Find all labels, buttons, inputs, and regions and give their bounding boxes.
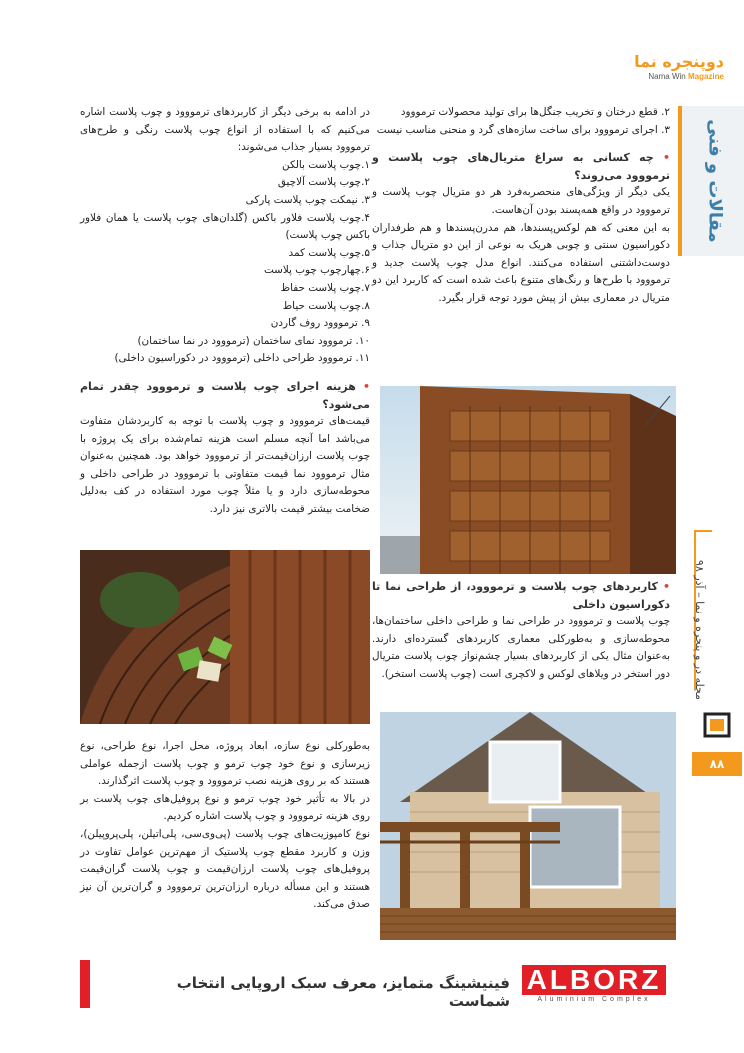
magazine-issue-line: مجله در و پنجره و نما – آذر ۹۸ [693, 560, 706, 701]
paragraph: در ادامه به برخی دیگر از کاربردهای ترمووود و چوب پلاست اشاره می‌کنیم که با استفاده از انواع چوب پلاست رنگی و طرح‌های ترمووود بسیار جذاب می‌شوند: [80, 106, 370, 154]
paragraph: چوب پلاست و ترمووود در طراحی نما و طراحی داخلی ساختمان‌ها، محوطه‌سازی و به‌طورکلی معماری کاربردهای گسترده‌ای دارند. به‌عنوان مثال یکی از کاربردهای بسیار چشم‌نواز چوب پلاست متریال دور استخر در ویلاهای لوکس و لاکچری است (چوب پلاست استخر). [372, 615, 670, 680]
ad-tagline: فینیشینگ متمایز، معرف سبک اروپایی انتخاب شماست [176, 974, 510, 1010]
subtitle-suffix: Magazine [687, 72, 724, 81]
section-heading [372, 149, 670, 184]
list-item: ۸.چوب پلاست حیاط [282, 299, 370, 312]
window-icon [702, 712, 732, 738]
section-title: مقالات و فنی [704, 119, 726, 243]
facade-photo [380, 386, 676, 574]
paragraph: نوع کامپوزیت‌های چوب پلاست (پی‌وی‌سی، پلی‌اتیلن، پلی‌پروپیلن)، وزن و کاربرد مقطع چوب پلاستیک از مهم‌ترین عوامل تفاوت در پروفیل‌های چوب پلاست ارزان‌قیمت و چوب پلاست گران‌قیمت هستند و این مسأله درباره ارزان‌ترین ترمووود و گران‌ترین آن نیز صدق می‌کند. [80, 827, 370, 911]
list-item: ۱۰. ترمووود نمای ساختمان (ترمووود در نما ساختمان) [137, 334, 370, 347]
list-item: ۹. ترمووود روف گاردن [270, 317, 370, 330]
left-column-top [80, 104, 370, 519]
list-item: ۱.چوب پلاست بالکن [282, 158, 370, 171]
right-column-middle [372, 578, 670, 684]
subtitle-prefix: Nama Win [648, 72, 686, 81]
application-list [80, 157, 370, 368]
magazine-subtitle [648, 72, 724, 81]
bullet-dot: • [355, 379, 370, 393]
list-item: ۵.چوب پلاست کمد [288, 246, 370, 259]
list-item: ۲.چوب پلاست آلاچیق [277, 176, 370, 189]
list-item: ۶.چهارچوب چوب پلاست [263, 264, 370, 277]
text-line: ۳. اجرای ترمووود برای ساخت سازه‌های گرد و منحنی مناسب نیست [376, 123, 670, 136]
bullet-dot: • [657, 580, 670, 593]
bullet-dot: • [653, 151, 670, 165]
alborz-logo-word: ALBORZ [522, 965, 666, 995]
paragraph: یکی دیگر از ویژگی‌های منحصربه‌فرد هر دو متریال چوب پلاست و ترمووود در واقع همه‌پسند بودن آن‌هاست. [372, 186, 670, 216]
side-brand-strip [80, 960, 90, 1008]
magazine-brand: دوپنجره نما [634, 52, 724, 71]
section-tab [678, 106, 744, 256]
paragraph: در بالا به تأثیر خود چوب ترمو و نوع پروفیل‌های چوب پلاست بر روی هزینه ترمووود و چوب پلاست اشاره کردیم. [80, 792, 370, 823]
pergola-house-photo [380, 712, 676, 940]
left-column-bottom [80, 738, 370, 914]
sidebar-accent-top [694, 530, 712, 532]
heading-text: چه کسانی به سراغ متریال‌های چوب پلاست و ترمووود می‌روند؟ [372, 151, 670, 182]
section-heading [372, 578, 670, 613]
right-column-top [372, 104, 670, 308]
alborz-logo-subtitle: Aluminium Complex [537, 996, 651, 1003]
paragraph: به این معنی که هم لوکس‌پسندها، هم مدرن‌پسندها و هم طرفداران دکوراسیون سنتی و چوبی هریک به نوعی از این دو متریال جذاب و دوست‌داشتنی استفاده می‌کنند. انواع مدل چوب پلاست جدید و ترمووود با طرح‌ها و رنگ‌های متنوع باعث شده است که کاربرد این دو متریال در معماری بیش از پیش مورد توجه قرار بگیرد. [372, 221, 670, 304]
text-line: ۲. قطع درختان و تخریب جنگل‌ها برای تولید محصولات ترمووود [400, 106, 670, 118]
curved-deck-photo [80, 550, 370, 724]
magazine-logo [572, 52, 724, 86]
paragraph: به‌طورکلی نوع سازه، ابعاد پروژه، محل اجرا، نوع طراحی، نوع زیرسازی و نوع خود چوب ترمو و چوب پلاست ازجمله عواملی هستند که بر روی هزینه نصب ترمووود و چوب پلاست اثرگذارند. [80, 740, 370, 788]
paragraph: قیمت‌های ترمووود و چوب پلاست با توجه به کاربردشان متفاوت می‌باشد اما آنچه مسلم است هزینه تمام‌شده برای یک پروژه با چوب پلاست ارزان‌قیمت‌تر از ترمووود خواهد بود. همچنین به‌عنوان مثال ترمووود نما قیمت متفاوتی با ترمووود در طراحی داخلی و محوطه‌سازی دارد و یا مثلاً چوب مورد استفاده در کف به‌دلیل ضخامت بیشتر قیمت بالاتری نیز دارد. [80, 415, 370, 516]
list-item: ۳. نیمکت چوب پلاست پارکی [245, 193, 370, 206]
list-item: ۷.چوب پلاست حفاظ [280, 281, 370, 294]
page-number: ۸۸ [692, 752, 742, 776]
list-item: ۴.چوب پلاست فلاور باکس (گلدان‌های چوب پلاست یا همان فلاور باکس چوب پلاست) [80, 211, 370, 242]
list-item: ۱۱. ترمووود طراحی داخلی (ترمووود در دکوراسیون داخلی) [114, 352, 370, 365]
alborz-logo [522, 965, 666, 1007]
heading-text: کاربردهای چوب پلاست و ترمووود، از طراحی نما تا دکوراسیون داخلی [372, 580, 670, 611]
heading-text: هزینه اجرای چوب پلاست و ترمووود چقدر تمام می‌شود؟ [80, 379, 370, 411]
section-heading [80, 378, 370, 413]
